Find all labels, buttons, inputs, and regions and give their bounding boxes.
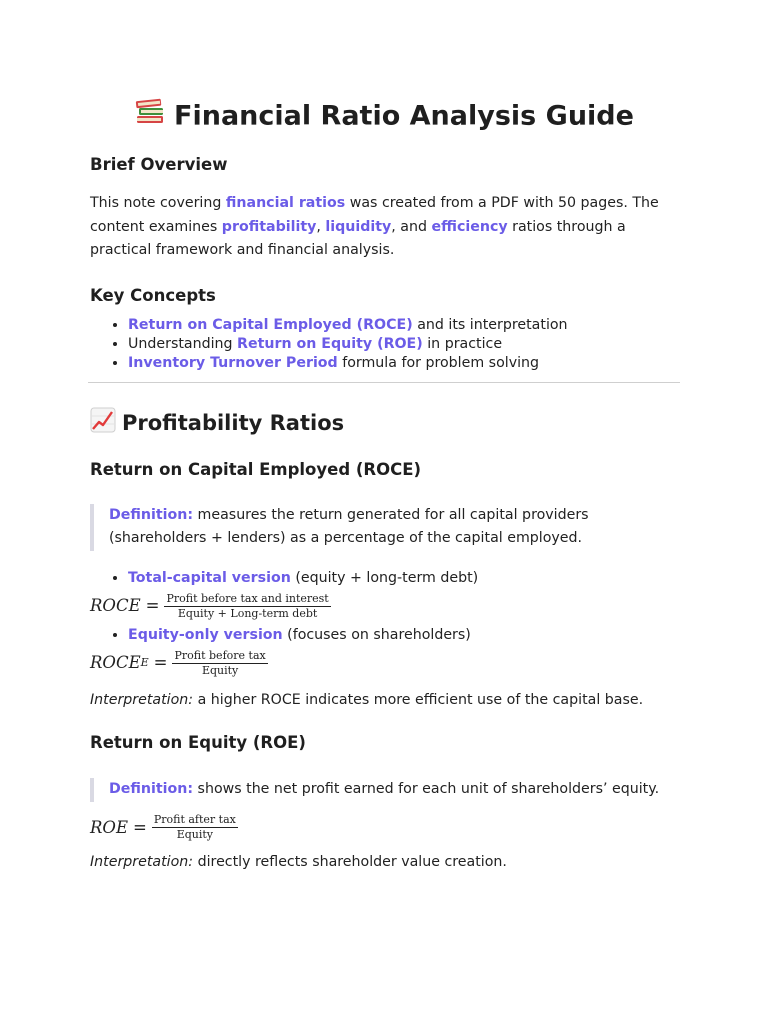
profitability-heading: Profitability Ratios	[90, 407, 678, 439]
page-title	[90, 0, 678, 135]
link-equity-only-version[interactable]: Equity-only version	[128, 626, 283, 643]
roce-interpretation: Interpretation: a higher ROCE indicates more efficient use of the capital base.	[90, 691, 644, 708]
list-item: • Understanding Return on Equity (ROE) in practice	[128, 335, 678, 354]
list-item: • Return on Capital Employed (ROCE) and its interpretation	[128, 316, 678, 335]
key-concepts-heading: Key Concepts	[90, 285, 216, 305]
roe-definition: Definition: shows the net profit earned for each unit of shareholders’ equity.	[109, 781, 660, 797]
link-financial-ratios[interactable]: financial ratios	[225, 195, 346, 211]
divider	[88, 382, 680, 383]
overview-paragraph: This note covering financial ratios was created from a PDF with 50 pages. The content examines profitability, liquidity, and efficiency ratios through a practical framework and financial analysis.	[90, 195, 659, 258]
roce-e-formula: ROCE E = $\frac{\text{Profit before tax}}{\text{Equity}}$	[90, 648, 266, 677]
list-item: • Equity-only version (focuses on shareholders) ROCE E = $\frac{\text{Profit before tax}}{\text{Equity}}$	[128, 624, 678, 677]
roe-formula: ROE = $\frac{\text{Profit after tax}}{\text{Equity}}$	[90, 812, 236, 841]
list-item: • Inventory Turnover Period formula for problem solving	[128, 354, 678, 373]
link-inventory-turnover[interactable]: Inventory Turnover Period	[128, 354, 338, 371]
chart-increasing-icon	[90, 407, 116, 438]
roce-definition: Definition: measures the return generated for all capital providers (shareholders + lenders) as a percentage of the capital employed.	[109, 506, 589, 546]
link-profitability[interactable]: profitability	[221, 218, 317, 235]
list-item: • Total-capital version (equity + long-term debt) ROCE = $\frac{\text{Profit before tax and interest}}{\text{Equity + Long-term debt}}$	[128, 567, 678, 620]
roe-definition-blockquote	[90, 778, 678, 802]
key-concepts-list	[90, 316, 678, 373]
roce-heading: Return on Capital Employed (ROCE)	[90, 459, 422, 479]
roce-versions-list	[90, 567, 678, 677]
page-title-text: Financial Ratio Analysis Guide	[174, 100, 634, 132]
overview-heading: Brief Overview	[90, 155, 228, 174]
roce-definition-blockquote	[90, 504, 678, 551]
roe-interpretation: Interpretation: directly reflects shareholder value creation.	[90, 853, 507, 870]
books-icon	[134, 95, 166, 139]
roe-heading: Return on Equity (ROE)	[90, 733, 306, 752]
link-liquidity[interactable]: liquidity	[325, 218, 392, 235]
link-efficiency[interactable]: efficiency	[431, 218, 508, 235]
link-total-capital-version[interactable]: Total-capital version	[128, 569, 291, 586]
roce-formula: ROCE = $\frac{\text{Profit before tax and interest}}{\text{Equity + Long-term debt}}$	[90, 591, 329, 620]
link-roe[interactable]: Return on Equity (ROE)	[237, 335, 423, 352]
link-roce[interactable]: Return on Capital Employed (ROCE)	[128, 316, 413, 333]
